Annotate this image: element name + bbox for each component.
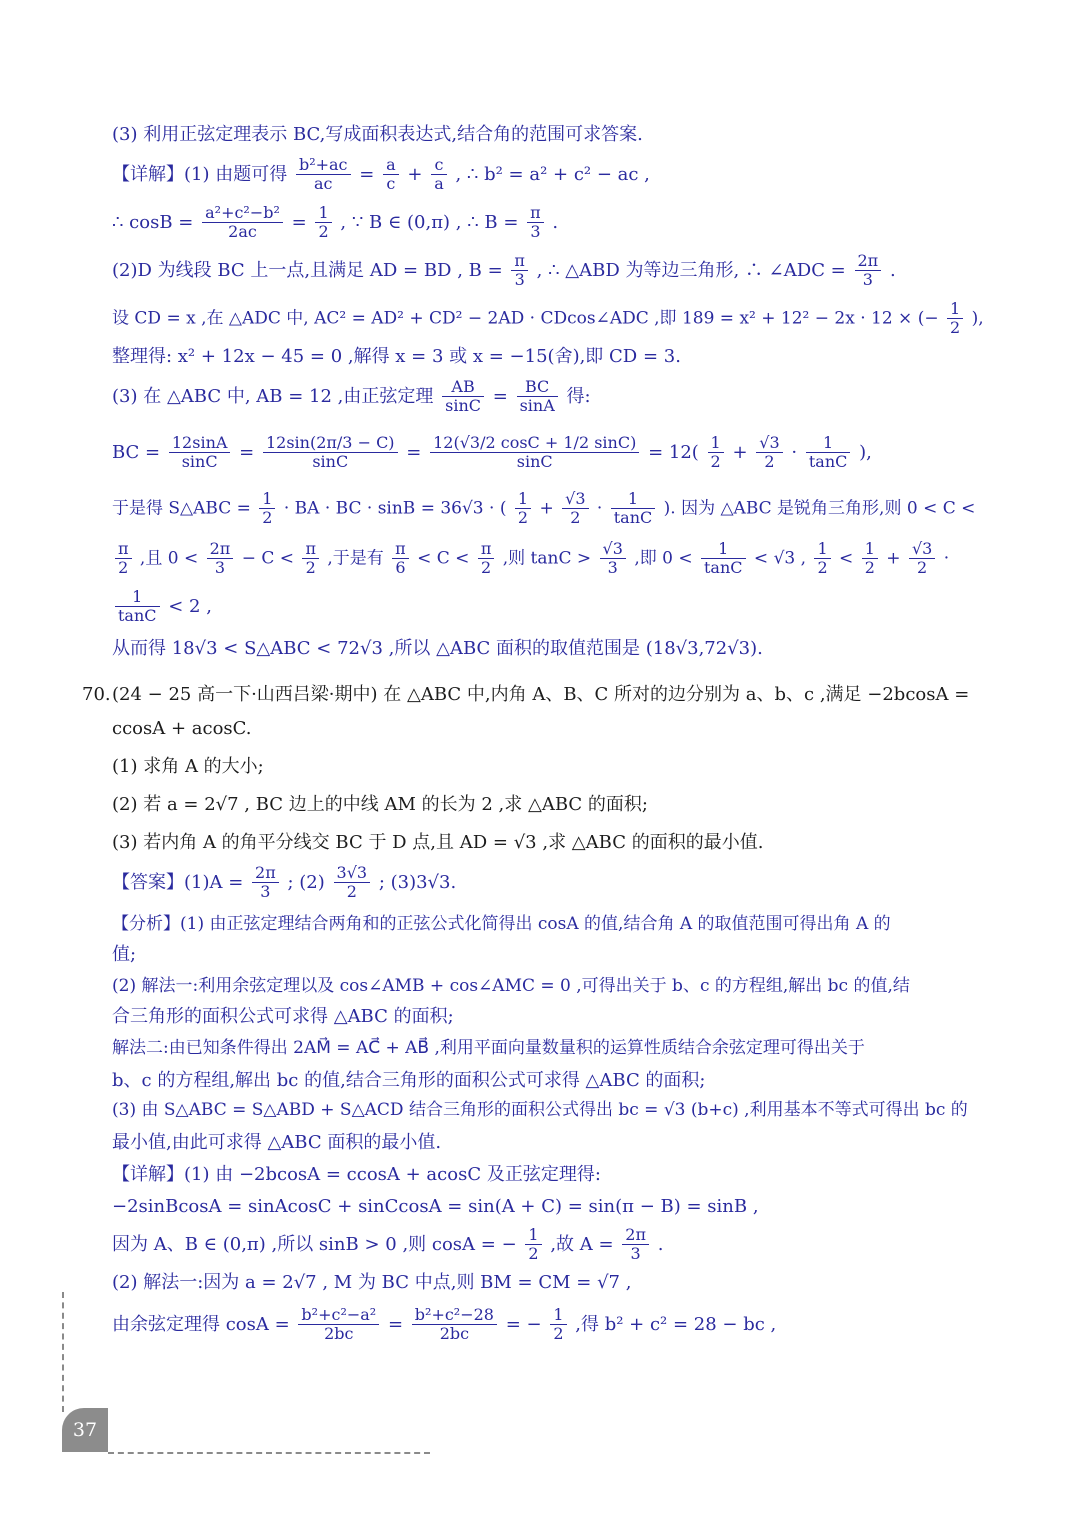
- fraction-denominator: 6: [395, 558, 406, 578]
- fraction-denominator: 3: [607, 558, 618, 578]
- text-run: =: [239, 441, 255, 463]
- fraction: [115, 540, 132, 578]
- fraction-numerator: 1: [947, 300, 963, 319]
- fraction-denominator: c: [386, 174, 396, 194]
- text-run: (24 − 25 高一下·山西吕梁·期中) 在 △ABC 中,内角 A、B、C 所对的边分别为 a、b、c ,满足 −2bcosA =: [112, 684, 970, 705]
- page-number: 37: [72, 1419, 98, 1441]
- text-run: (3) 在 △ABC 中, AB = 12 ,由正弦定理: [112, 385, 434, 407]
- text-run: ). 因为 △ABC 是锐角三角形,则 0 < C <: [663, 498, 976, 519]
- fraction: [431, 156, 447, 194]
- text-run: 于是得 S△ABC =: [112, 498, 251, 519]
- fraction: [527, 204, 544, 242]
- solution-line-4: [112, 1272, 631, 1294]
- fraction: [611, 490, 656, 528]
- text-run: ),: [859, 441, 872, 463]
- fraction-numerator: b²+c²−a²: [298, 1306, 379, 1325]
- text-run: ·: [791, 441, 798, 463]
- analysis-line-5: [112, 1038, 865, 1058]
- fraction-numerator: 1: [862, 540, 878, 559]
- text-run: < √3 ,: [753, 548, 807, 569]
- fraction-denominator: tanC: [704, 558, 743, 578]
- text-run: · BA · BC · sinB = 36√3 · (: [283, 498, 507, 519]
- solution-line-3: [112, 1226, 663, 1264]
- fraction: [517, 378, 558, 416]
- question-stem-1: [112, 684, 969, 706]
- analysis-line-3b: [112, 976, 910, 996]
- text-run: ,于是有: [327, 548, 384, 569]
- fraction-numerator: √3: [562, 490, 588, 509]
- text-run: (2) 解法一:因为 a = 2√7 , M 为 BC 中点,则 BM = CM = √7 ,: [112, 1272, 632, 1293]
- fraction: [562, 490, 588, 528]
- text-run: 从而得 18√3 < S△ABC < 72√3 ,所以 △ABC 面积的取值范围是 (18√3,72√3).: [112, 638, 763, 659]
- text-run: (1) 求角 A 的大小;: [112, 756, 264, 777]
- fraction: [756, 434, 782, 472]
- text-run: ,即 0 <: [634, 548, 693, 569]
- text-run: ·: [596, 498, 603, 519]
- fraction-numerator: 1: [315, 204, 331, 223]
- fraction-denominator: sinC: [312, 452, 349, 472]
- fraction: [909, 540, 935, 578]
- analysis-line-1: [112, 914, 891, 934]
- fraction: [701, 540, 746, 578]
- fraction-numerator: √3: [600, 540, 626, 559]
- fraction-numerator: b²+ac: [296, 156, 351, 175]
- fraction-denominator: 2: [118, 558, 129, 578]
- solution-line-5: [112, 1306, 776, 1344]
- fraction-denominator: 2: [528, 1244, 539, 1264]
- fraction-numerator: 1: [806, 434, 851, 453]
- fraction-numerator: 1: [115, 588, 160, 607]
- detail-line-5: [112, 346, 681, 368]
- text-run: =: [406, 441, 422, 463]
- fraction: [302, 540, 319, 578]
- fraction-numerator: 2π: [855, 252, 882, 271]
- fraction: [115, 588, 160, 626]
- fraction-denominator: a: [434, 174, 444, 194]
- fraction: [442, 378, 484, 416]
- text-run: .: [889, 259, 896, 281]
- text-run: , ∴ △ABD 为等边三角形, ∴ ∠ADC =: [536, 259, 846, 281]
- text-run: (2) 解法一:利用余弦定理以及 cos∠AMB + cos∠AMC = 0 ,可得出关于 b、c 的方程组,解出 bc 的值,结: [112, 976, 910, 996]
- text-run: 得:: [566, 385, 591, 407]
- fraction-denominator: 2: [917, 558, 928, 578]
- detail-line-7: [112, 434, 872, 472]
- detail-line-9: [112, 540, 949, 578]
- fraction-numerator: 2π: [622, 1226, 649, 1245]
- text-run: ccosA + acosC.: [112, 718, 252, 739]
- text-run: <: [839, 548, 854, 569]
- fraction-denominator: 2: [318, 222, 329, 242]
- analysis-line-6: [112, 1070, 706, 1092]
- fraction-numerator: 1: [525, 1226, 541, 1245]
- fraction-denominator: 2: [553, 1324, 564, 1344]
- detail-line-4: [112, 300, 984, 338]
- text-run: =: [492, 385, 508, 407]
- fraction-denominator: 2bc: [439, 1324, 470, 1344]
- fraction-denominator: 3: [862, 270, 873, 290]
- fraction-numerator: √3: [756, 434, 782, 453]
- fraction: [169, 434, 231, 472]
- text-run: < C <: [417, 548, 470, 569]
- analysis-line-4: [112, 1006, 454, 1028]
- fraction-numerator: 1: [701, 540, 746, 559]
- fraction: [814, 540, 830, 578]
- detail-line-6: [112, 378, 591, 416]
- fraction-numerator: 1: [814, 540, 830, 559]
- text-run: 值;: [112, 944, 137, 965]
- analysis-line-3: [112, 124, 643, 146]
- fraction-numerator: 1: [550, 1306, 566, 1325]
- fraction: [412, 1306, 497, 1344]
- fraction-denominator: 3: [630, 1244, 641, 1264]
- fraction-denominator: tanC: [808, 452, 848, 472]
- fraction: [252, 864, 279, 902]
- question-part-1: [112, 756, 264, 778]
- text-run: 因为 A、B ∈ (0,π) ,所以 sinB > 0 ,则 cosA = −: [112, 1233, 517, 1255]
- text-run: +: [886, 548, 901, 569]
- text-run: < 2 ,: [168, 595, 212, 617]
- fraction-denominator: 2: [710, 452, 721, 472]
- analysis-line-8: [112, 1132, 441, 1154]
- detail-line-1: [112, 156, 650, 194]
- fraction-numerator: a²+c²−b²: [202, 204, 283, 223]
- text-run: (2)D 为线段 BC 上一点,且满足 AD = BD , B =: [112, 259, 503, 281]
- page-number-tab: [62, 1408, 108, 1452]
- fraction-denominator: 2: [864, 558, 875, 578]
- question-part-3: [112, 832, 763, 854]
- text-run: BC =: [112, 441, 161, 463]
- answer-line: [112, 864, 456, 902]
- fraction: [600, 540, 626, 578]
- text-run: 【详解】(1) 由 −2bcosA = ccosA + acosC 及正弦定理得:: [112, 1164, 601, 1185]
- text-run: (3) 若内角 A 的角平分线交 BC 于 D 点,且 AD = √3 ,求 △ABC 的面积的最小值.: [112, 832, 764, 853]
- text-run: ·: [943, 548, 950, 569]
- fraction-numerator: 3√3: [334, 864, 371, 883]
- text-run: ; (2): [287, 871, 325, 893]
- text-run: 解法二:由已知条件得出 2AM⃗ = AC⃗ + AB⃗ ,利用平面向量数量积的运算性质结合余弦定理可得出关于: [112, 1038, 865, 1058]
- text-run: 最小值,由此可求得 △ABC 面积的最小值.: [112, 1132, 442, 1153]
- fraction-numerator: √3: [909, 540, 935, 559]
- fraction-numerator: a: [383, 156, 399, 175]
- fraction-numerator: 12sinA: [169, 434, 231, 453]
- fraction-numerator: π: [115, 540, 132, 559]
- solution-line-2: [112, 1196, 759, 1218]
- fraction: [862, 540, 878, 578]
- fraction-numerator: 1: [708, 434, 724, 453]
- text-run: (3) 由 S△ABC = S△ABD + S△ACD 结合三角形的面积公式得出 bc = √3 (b+c) ,利用基本不等式可得出 bc 的: [112, 1100, 968, 1120]
- fraction: [298, 1306, 379, 1344]
- fraction-numerator: 1: [259, 490, 275, 509]
- fraction-denominator: ac: [313, 174, 333, 194]
- fraction: [511, 252, 528, 290]
- text-run: 合三角形的面积公式可求得 △ABC 的面积;: [112, 1006, 454, 1027]
- fraction-denominator: 2: [764, 452, 775, 472]
- fraction-numerator: AB: [442, 378, 484, 397]
- fraction-denominator: sinC: [181, 452, 218, 472]
- text-run: 【详解】(1) 由题可得: [112, 163, 288, 185]
- text-run: ,得 b² + c² = 28 − bc ,: [575, 1313, 777, 1335]
- detail-line-8: [112, 490, 975, 528]
- text-run: ,则 tanC >: [502, 548, 592, 569]
- fraction: [296, 156, 351, 194]
- fraction: [525, 1226, 541, 1264]
- fraction-denominator: 2: [949, 318, 961, 338]
- fraction: [259, 490, 275, 528]
- question-number: 70.: [82, 684, 111, 705]
- solution-line-1: [112, 1164, 601, 1186]
- fraction-denominator: sinC: [445, 396, 481, 416]
- fraction-numerator: BC: [517, 378, 558, 397]
- fraction: [263, 434, 398, 472]
- text-run: = −: [505, 1313, 542, 1335]
- fraction-numerator: π: [392, 540, 409, 559]
- text-run: ,故 A =: [550, 1233, 614, 1255]
- text-run: 【分析】(1) 由正弦定理结合两角和的正弦公式化简得出 cosA 的值,结合角 A 的取值范围可得出角 A 的: [112, 914, 891, 934]
- text-run: (2) 若 a = 2√7 , BC 边上的中线 AM 的长为 2 ,求 △ABC 的面积;: [112, 794, 648, 815]
- text-run: +: [732, 441, 748, 463]
- text-run: +: [539, 498, 554, 519]
- fraction: [430, 434, 639, 472]
- analysis-line-7: [112, 1100, 968, 1120]
- text-run: − C <: [241, 548, 295, 569]
- margin-dashed-line: [62, 1292, 64, 1412]
- footer-dashed-line: [108, 1452, 430, 1454]
- text-run: , ∴ b² = a² + c² − ac ,: [455, 163, 650, 185]
- fraction: [947, 300, 963, 338]
- text-run: ,且 0 <: [139, 548, 199, 569]
- fraction-numerator: c: [431, 156, 447, 175]
- fraction-numerator: 2π: [252, 864, 279, 883]
- text-run: 【答案】(1)A =: [112, 871, 244, 893]
- fraction-numerator: π: [511, 252, 528, 271]
- fraction-numerator: b²+c²−28: [412, 1306, 497, 1325]
- fraction-numerator: 1: [611, 490, 656, 509]
- fraction-denominator: 2: [305, 558, 316, 578]
- text-run: ; (3)3√3.: [378, 871, 457, 893]
- fraction: [515, 490, 531, 528]
- fraction-numerator: 2π: [207, 540, 234, 559]
- fraction-denominator: 2: [517, 508, 529, 528]
- text-run: −2sinBcosA = sinAcosC + sinCcosA = sin(A + C) = sin(π − B) = sinB ,: [112, 1196, 759, 1217]
- fraction-denominator: 3: [530, 222, 541, 242]
- fraction-denominator: 2: [262, 508, 273, 528]
- text-run: , ∵ B ∈ (0,π) , ∴ B =: [340, 211, 519, 233]
- analysis-line-2: [112, 944, 136, 966]
- fraction-numerator: π: [527, 204, 544, 223]
- fraction-numerator: π: [302, 540, 319, 559]
- fraction: [334, 864, 371, 902]
- fraction-denominator: 2: [346, 882, 357, 902]
- fraction-denominator: sinA: [519, 396, 555, 416]
- fraction: [383, 156, 399, 194]
- text-run: ),: [971, 308, 984, 329]
- fraction: [855, 252, 882, 290]
- fraction-denominator: 2: [817, 558, 828, 578]
- text-run: (3) 利用正弦定理表示 BC,写成面积表达式,结合角的范围可求答案.: [112, 124, 643, 145]
- text-run: =: [359, 163, 375, 185]
- text-run: 由余弦定理得 cosA =: [112, 1313, 290, 1335]
- fraction-denominator: 2: [480, 558, 492, 578]
- detail-line-2: [112, 204, 558, 242]
- fraction-denominator: 2: [570, 508, 581, 528]
- fraction-numerator: 12(√3/2 cosC + 1/2 sinC): [430, 434, 639, 453]
- fraction: [315, 204, 331, 242]
- text-run: 整理得: x² + 12x − 45 = 0 ,解得 x = 3 或 x = −15(舍),即 CD = 3.: [112, 346, 681, 367]
- detail-line-11: [112, 638, 763, 660]
- detail-line-10: [112, 588, 212, 626]
- fraction: [392, 540, 409, 578]
- fraction: [806, 434, 851, 472]
- fraction-denominator: 2ac: [228, 222, 257, 242]
- question-part-2: [112, 794, 648, 816]
- fraction-denominator: 3: [260, 882, 271, 902]
- fraction-denominator: 3: [214, 558, 226, 578]
- text-run: =: [387, 1313, 404, 1335]
- text-run: = 12(: [648, 441, 699, 463]
- fraction-denominator: tanC: [118, 606, 157, 626]
- fraction-denominator: tanC: [613, 508, 653, 528]
- fraction-numerator: π: [478, 540, 495, 559]
- text-run: .: [657, 1233, 664, 1255]
- question-stem-2: [112, 718, 252, 740]
- fraction-numerator: 1: [515, 490, 531, 509]
- text-run: =: [291, 211, 307, 233]
- text-run: +: [407, 163, 423, 185]
- text-run: .: [552, 211, 559, 233]
- fraction: [478, 540, 495, 578]
- fraction-denominator: 3: [514, 270, 525, 290]
- fraction-denominator: sinC: [516, 452, 553, 472]
- fraction: [708, 434, 724, 472]
- text-run: ∴ cosB =: [112, 211, 194, 233]
- fraction: [207, 540, 234, 578]
- text-run: 设 CD = x ,在 △ADC 中, AC² = AD² + CD² − 2AD · CDcos∠ADC ,即 189 = x² + 12² − 2x · 12 × (−: [112, 308, 939, 329]
- text-run: b、c 的方程组,解出 bc 的值,结合三角形的面积公式可求得 △ABC 的面积;: [112, 1070, 706, 1091]
- fraction-numerator: 12sin(2π/3 − C): [263, 434, 398, 453]
- fraction-denominator: 2bc: [324, 1324, 354, 1344]
- fraction: [202, 204, 283, 242]
- detail-line-3: [112, 252, 896, 290]
- fraction: [622, 1226, 649, 1264]
- fraction: [550, 1306, 566, 1344]
